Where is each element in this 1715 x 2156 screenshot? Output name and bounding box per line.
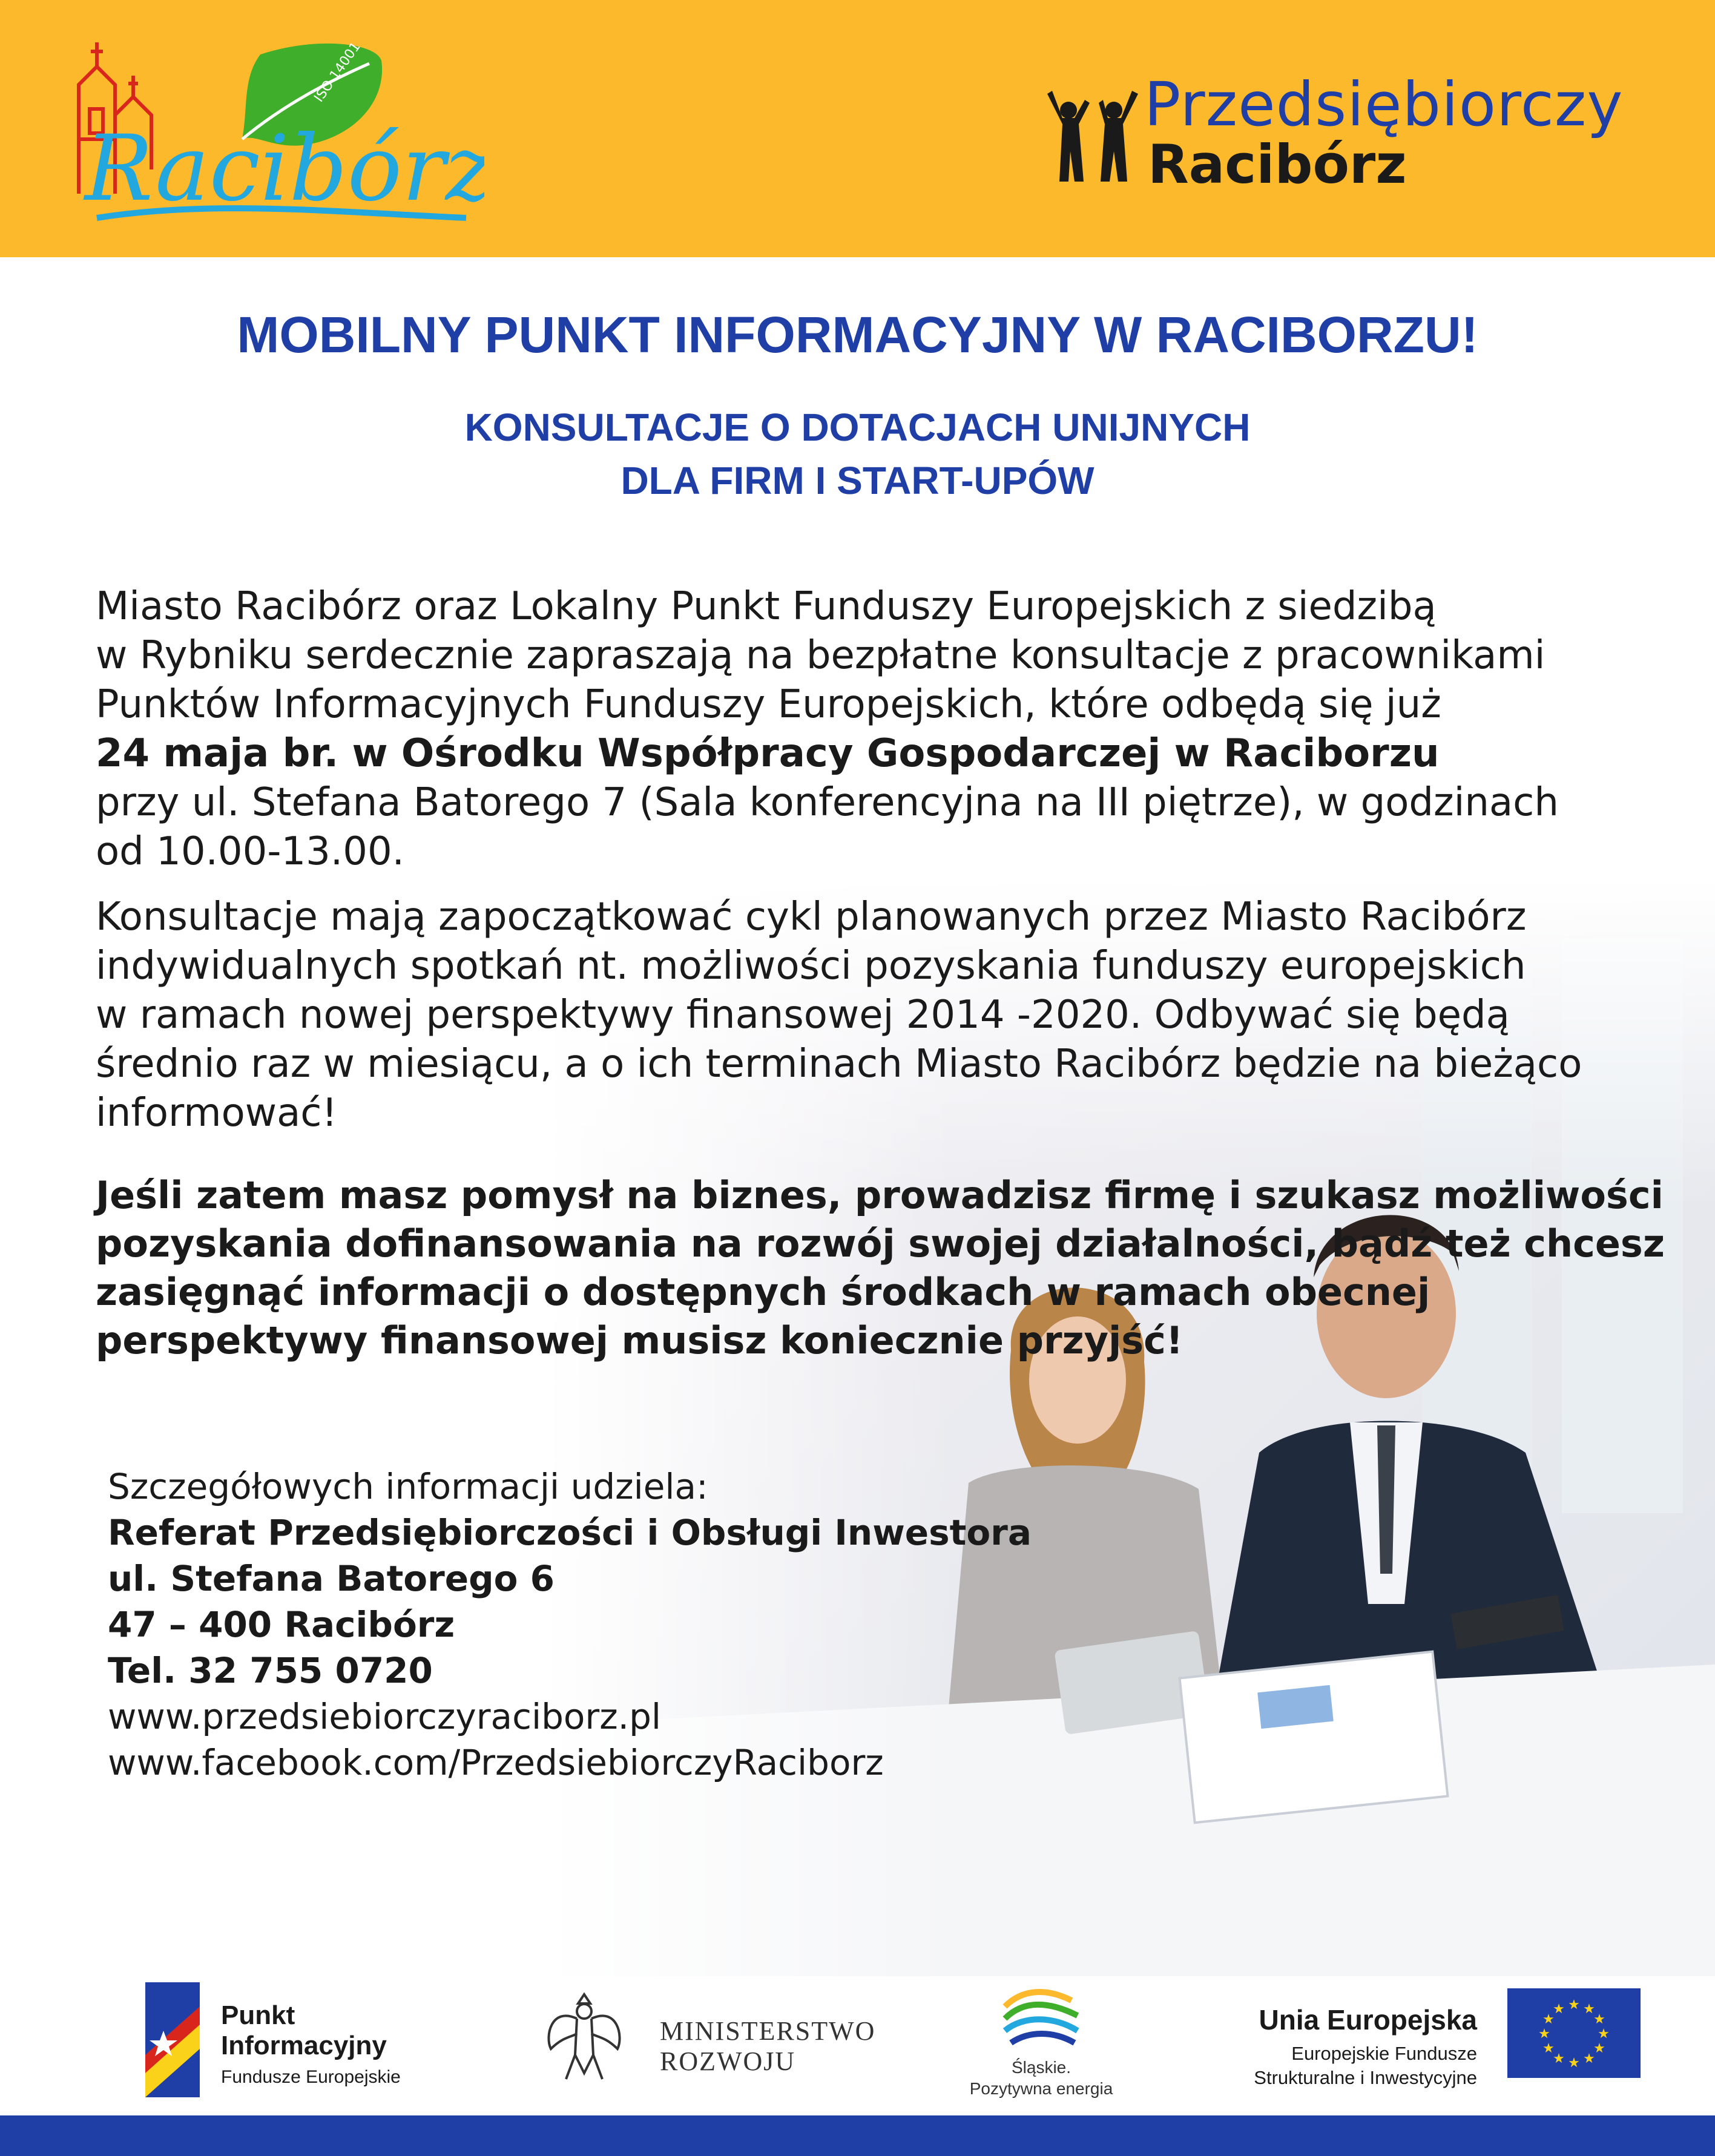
svg-text:★: ★	[1593, 2012, 1605, 2027]
contact-facebook-link[interactable]: www.facebook.com/PrzedsiebiorczyRaciborz	[108, 1742, 884, 1783]
eu-line-3: Strukturalne i Inwestycyjne	[1254, 2067, 1477, 2088]
text-line: Punktów Informacyjnych Funduszy Europejskich, które odbędą się już	[96, 682, 1441, 727]
header-banner	[0, 0, 1715, 257]
text-line: Konsultacje mają zapoczątkować cykl planowanych przez Miasto Racibórz	[96, 895, 1527, 939]
brand-line-przedsiebiorczy: Przedsiębiorczy	[1144, 69, 1624, 140]
svg-text:★: ★	[1593, 2041, 1605, 2056]
ministry-line-2: ROZWOJU	[660, 2046, 796, 2076]
brand-line-raciborz: Racibórz	[1148, 133, 1407, 196]
bottom-blue-bar	[0, 2115, 1715, 2156]
page-title: MOBILNY PUNKT INFORMACYJNY W RACIBORZU!	[237, 306, 1478, 363]
text-line: średnio raz w miesiącu, a o ich terminach Miasto Racibórz będzie na bieżąco	[96, 1042, 1582, 1086]
text-line: przy ul. Stefana Batorego 7 (Sala konferencyjna na III piętrze), w godzinach	[96, 780, 1559, 825]
ministry-line-1: MINISTERSTWO	[660, 2016, 876, 2046]
text-line: perspektywy finansowej musisz koniecznie przyjść!	[96, 1318, 1183, 1362]
eu-flag-icon	[1507, 1988, 1641, 2078]
call-to-action-paragraph	[96, 1171, 1670, 1365]
silesia-line-1: Śląskie.	[1011, 2058, 1071, 2077]
text-line: w Rybniku serdecznie zapraszają na bezpłatne konsultacje z pracownikami	[96, 633, 1545, 678]
polish-eagle-icon	[539, 1982, 630, 2085]
text-line: Jeśli zatem masz pomysł na biznes, prowadzisz firmę i szukasz możliwości	[96, 1173, 1664, 1217]
event-date-location: 24 maja br. w Ośrodku Współpracy Gospodarczej w Raciborzu	[96, 731, 1440, 776]
silesia-line-2: Pozytywna energia	[969, 2079, 1113, 2098]
svg-text:★: ★	[1553, 2051, 1565, 2066]
people-cheering-icon	[1041, 91, 1150, 188]
svg-text:★: ★	[1598, 2026, 1610, 2042]
contact-office: Referat Przedsiębiorczości i Obsługi Inwestora	[108, 1512, 1032, 1553]
unia-europejska-logo	[1217, 1982, 1641, 2103]
svg-text:★: ★	[1568, 1997, 1580, 2013]
text-line: od 10.00-13.00.	[96, 829, 404, 874]
przedsiebiorczy-raciborz-logo	[1041, 67, 1647, 194]
raciborz-city-logo	[61, 18, 484, 236]
contact-phone: Tel. 32 755 0720	[108, 1650, 433, 1691]
svg-text:★: ★	[1583, 2002, 1595, 2017]
text-line: indywidualnych spotkań nt. możliwości pozyskania funduszy europejskich	[96, 944, 1526, 988]
fundusze-flag-icon	[145, 1982, 200, 2097]
contact-intro: Szczegółowych informacji udziela:	[108, 1466, 708, 1507]
text-line: w ramach nowej perspektywy finansowej 2014 -2020. Odbywać się będą	[96, 993, 1510, 1037]
fe-line-fundusze: Fundusze Europejskie	[221, 2067, 401, 2087]
text-line: informować!	[96, 1091, 338, 1136]
eu-line-1: Unia Europejska	[1259, 2004, 1477, 2036]
svg-text:★: ★	[1583, 2051, 1595, 2066]
iso-badge-text: ISO 14001	[311, 39, 364, 105]
svg-text:★: ★	[1542, 2041, 1555, 2056]
eu-line-2: Europejskie Fundusze	[1291, 2043, 1477, 2064]
raciborz-script-wordmark: Racibórz	[85, 116, 484, 222]
svg-text:★: ★	[1553, 2002, 1565, 2017]
subtitle-line-1: KONSULTACJE O DOTACJACH UNIJNYCH	[464, 406, 1251, 449]
contact-block	[108, 1464, 1076, 1786]
svg-text:★: ★	[1542, 2012, 1555, 2027]
punkt-informacyjny-logo	[145, 1976, 484, 2097]
svg-text:★: ★	[1538, 2026, 1550, 2042]
text-line: pozyskania dofinansowania na rozwój swojej działalności, bądź też chcesz	[96, 1221, 1665, 1266]
silesia-wave-icon	[999, 1982, 1084, 2055]
fe-line-punkt: Punkt	[221, 2000, 295, 2030]
text-line: zasięgnąć informacji o dostępnych środkach w ramach obecnej	[96, 1270, 1430, 1314]
subtitle-line-2: DLA FIRM I START-UPÓW	[620, 459, 1095, 502]
contact-street: ul. Stefana Batorego 6	[108, 1558, 555, 1599]
fe-line-informacyjny: Informacyjny	[221, 2031, 387, 2060]
cycle-paragraph	[96, 893, 1670, 1138]
page-subtitle	[0, 401, 1715, 507]
text-line: Miasto Racibórz oraz Lokalny Punkt Funduszy Europejskich z siedzibą	[96, 584, 1437, 629]
raciborz-logo-graphic	[61, 18, 484, 236]
ministerstwo-rozwoju-logo	[539, 1982, 902, 2091]
invitation-paragraph	[96, 582, 1670, 876]
slaskie-logo	[963, 1982, 1120, 2103]
contact-website-link[interactable]: www.przedsiebiorczyraciborz.pl	[108, 1696, 662, 1737]
contact-postal: 47 – 400 Racibórz	[108, 1604, 455, 1645]
svg-text:★: ★	[1568, 2056, 1580, 2071]
footer-logos	[0, 1976, 1715, 2115]
